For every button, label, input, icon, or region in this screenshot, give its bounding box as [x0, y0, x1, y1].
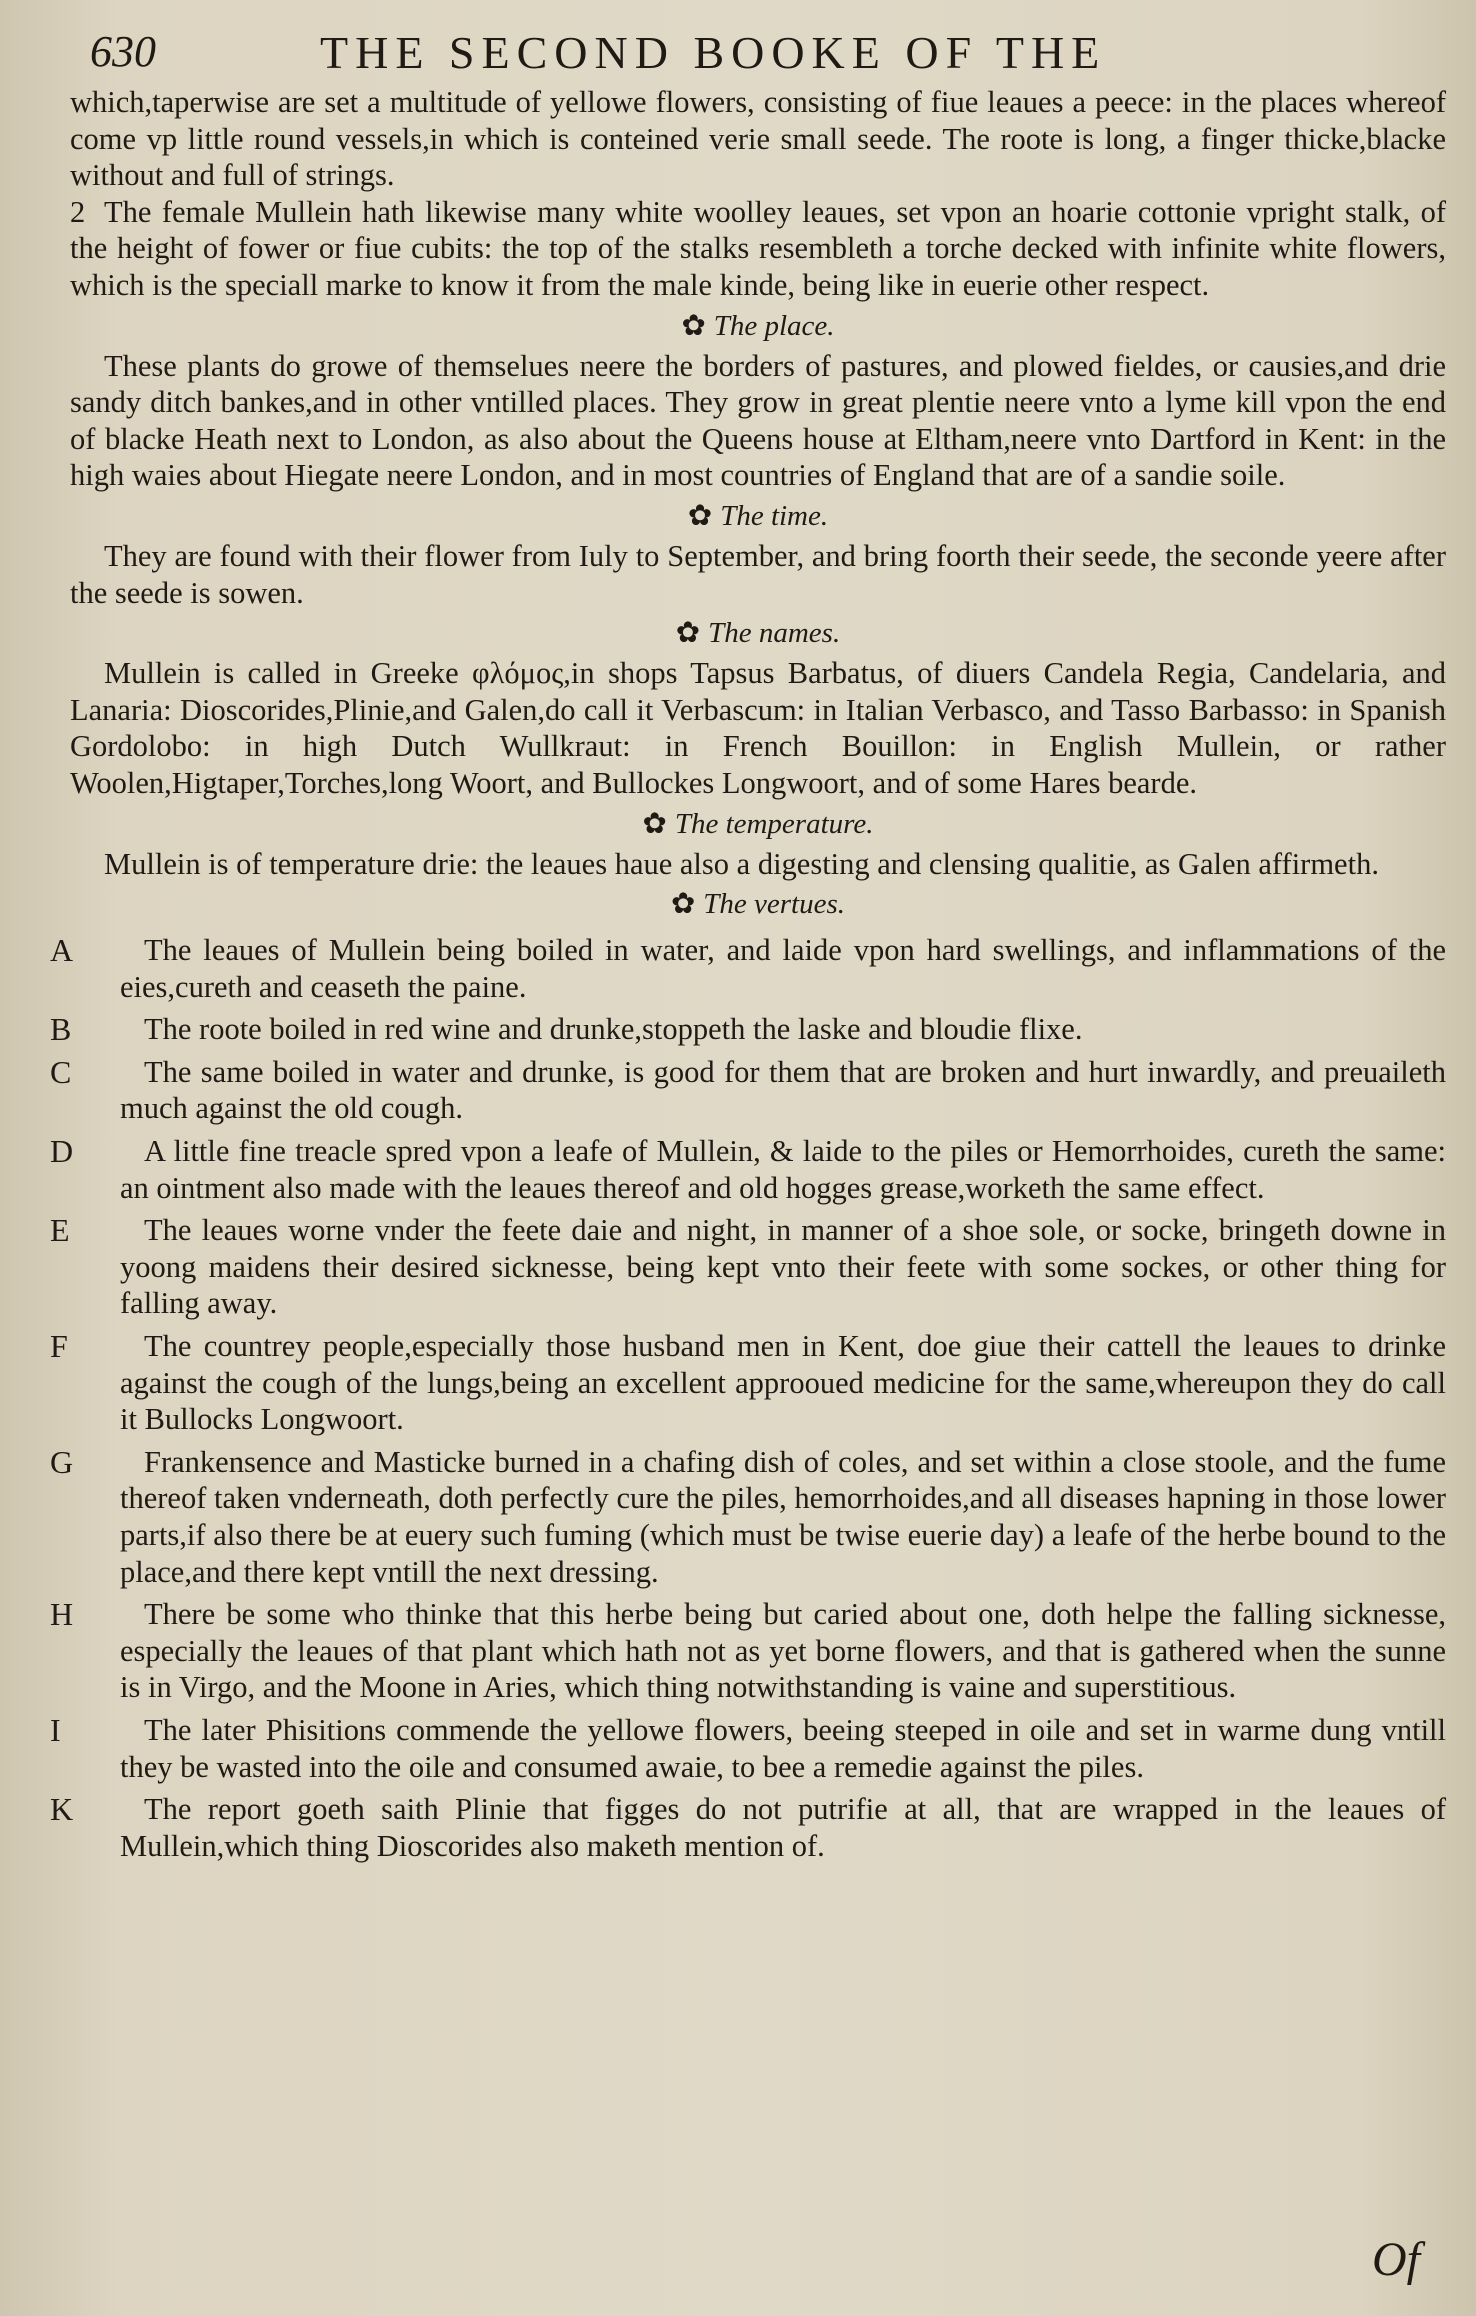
section-heading-temperature: ✿ The temperature. — [642, 807, 874, 840]
virtue-item — [50, 1053, 1446, 1127]
asterism-ornament-icon: ✿ — [642, 807, 667, 840]
section-heading-place: ✿ The place. — [681, 309, 835, 342]
virtue-letter: A — [50, 932, 74, 969]
virtue-item — [50, 1443, 1446, 1590]
virtue-letter: C — [50, 1053, 72, 1090]
virtue-item — [50, 1791, 1446, 1864]
asterism-ornament-icon: ✿ — [675, 617, 701, 650]
virtue-text: The leaues of Mullein being boiled in water, and laide vpon hard swellings, and inflammations of the eies,cureth and ceaseth the paine. — [120, 933, 1446, 1004]
virtue-letter: B — [50, 1011, 72, 1048]
catchword: Of — [1372, 2233, 1420, 2286]
virtues-list — [50, 932, 1446, 1864]
section-heading-time: ✿ The time. — [687, 499, 829, 532]
virtue-letter: D — [50, 1133, 74, 1170]
female-mullein-paragraph — [70, 194, 1446, 304]
asterism-ornament-icon: ✿ — [681, 309, 706, 342]
virtue-text: The leaues worne vnder the feete daie and night, in manner of a shoe sole, or socke, bringeth downe in yoong maidens their desired sicknesse, being kept vnto their feete with some sockes, or other thing for falling away. — [120, 1213, 1446, 1321]
virtue-text: The countrey people,especially those husband men in Kent, doe giue their cattell the leaues to drinke against the cough of the lungs,being an excellent approoued medicine for the same,whereupon they do call it Bullocks Longwoort. — [120, 1329, 1446, 1437]
temperature-paragraph: Mullein is of temperature drie: the leaues haue also a digesting and clensing qualitie, as Galen affirmeth. — [104, 846, 1379, 881]
time-paragraph: They are found with their flower from Iuly to September, and bring foorth their seede, the seconde yeere after the seede is sowen. — [70, 538, 1446, 610]
virtue-text: The roote boiled in red wine and drunke,stoppeth the laske and bloudie flixe. — [144, 1012, 1083, 1047]
body-text — [50, 84, 1446, 1864]
place-paragraph: These plants do growe of themselues neere the borders of pastures, and plowed fieldes, or causies,and drie sandy ditch bankes,and in other vntilled places. They grow in great plentie neere vnto a lyme kill vpon the end of blacke Heath next to London, as also about the Queens house at Eltham,neere vnto Dartford in Kent: in the high waies about Hiegate neere London, and in most countries of England that are of a sandie soile. — [70, 348, 1446, 493]
page-number: 630 — [90, 27, 156, 76]
virtue-text: The report goeth saith Plinie that figges do not putrifie at all, that are wrapped in the leaues of Mullein,which thing Dioscorides also maketh mention of. — [120, 1792, 1446, 1863]
virtue-letter: G — [50, 1443, 74, 1480]
section-heading-names: ✿ The names. — [675, 617, 841, 650]
virtue-item — [50, 1328, 1446, 1438]
virtue-letter: E — [50, 1212, 70, 1249]
virtue-item — [50, 1596, 1446, 1706]
asterism-ornament-icon: ✿ — [687, 499, 713, 532]
section-heading-vertues: ✿ The vertues. — [670, 888, 846, 921]
virtue-item — [50, 1711, 1446, 1785]
running-title: THE SECOND BOOKE OF THE — [320, 27, 1107, 78]
virtue-text: The later Phisitions commende the yellowe flowers, beeing steeped in oile and set in warme dung vntill they be wasted into the oile and consumed awaie, to bee a remedie against the piles. — [120, 1712, 1446, 1784]
virtue-text: Frankensence and Masticke burned in a chafing dish of coles, and set within a close stoole, and the fume thereof taken vnderneath, doth perfectly cure the piles, hemorrhoides,and all diseases hapning in those lower parts,if also there be at euery such fuming (which must be twise euerie day) a leafe of the herbe bound to the place,and there kept vntill the next dressing. — [120, 1444, 1446, 1589]
virtue-text: A little fine treacle spred vpon a leafe of Mullein, & laide to the piles or Hemorrhoides, cureth the same: an ointment also made with the leaues thereof and old hogges grease,worketh the same effect. — [120, 1134, 1446, 1205]
continuation-paragraph: which,taperwise are set a multitude of yellowe flowers, consisting of fiue leaues a peece: in the places whereof come vp little round vessels,in which is conteined verie small seede. The roote is long, a finger thicke,blacke without and full of strings. — [70, 85, 1446, 193]
virtue-letter: K — [50, 1791, 74, 1828]
virtue-text: The same boiled in water and drunke, is good for them that are broken and hurt inwardly, and preuaileth much against the old cough. — [120, 1054, 1446, 1126]
virtue-letter: H — [50, 1596, 74, 1633]
paragraph-text: The female Mullein hath likewise many white woolley leaues, set vpon an hoarie cottonie vpright stalk, of the height of fower or fiue cubits: the top of the stalks resembleth a torche decked with infinite white flowers, which is the speciall marke to know it from the male kinde, being like in euerie other respect. — [70, 194, 1446, 302]
virtue-item — [50, 1011, 1446, 1048]
virtue-text: There be some who thinke that this herbe being but caried about one, doth helpe the falling sicknesse, especially the leaues of that plant which hath not as yet borne flowers, and that is gathered when the sunne is in Virgo, and the Moone in Aries, which thing notwithstanding is vaine and superstitious. — [120, 1597, 1446, 1705]
asterism-ornament-icon: ✿ — [670, 888, 696, 921]
paragraph-number: 2 — [70, 194, 86, 229]
virtue-letter: I — [50, 1711, 61, 1748]
virtue-item — [50, 1133, 1446, 1206]
virtue-letter: F — [50, 1328, 68, 1365]
virtue-item — [50, 1212, 1446, 1322]
running-head — [70, 18, 1446, 84]
virtue-item — [50, 932, 1446, 1005]
names-paragraph: Mullein is called in Greeke φλόμος,in shops Tapsus Barbatus, of diuers Candela Regia, Candelaria, and Lanaria: Dioscorides,Plinie,and Galen,do call it Verbascum: in Italian Verbasco, and Tasso Barbasso: in Spanish Gordolobo: in high Dutch Wullkraut: in French Bouillon: in English Mullein, or rather Woolen,Higtaper,Torches,long Woort, and Bullockes Longwoort, and of some Hares bearde. — [70, 656, 1446, 800]
